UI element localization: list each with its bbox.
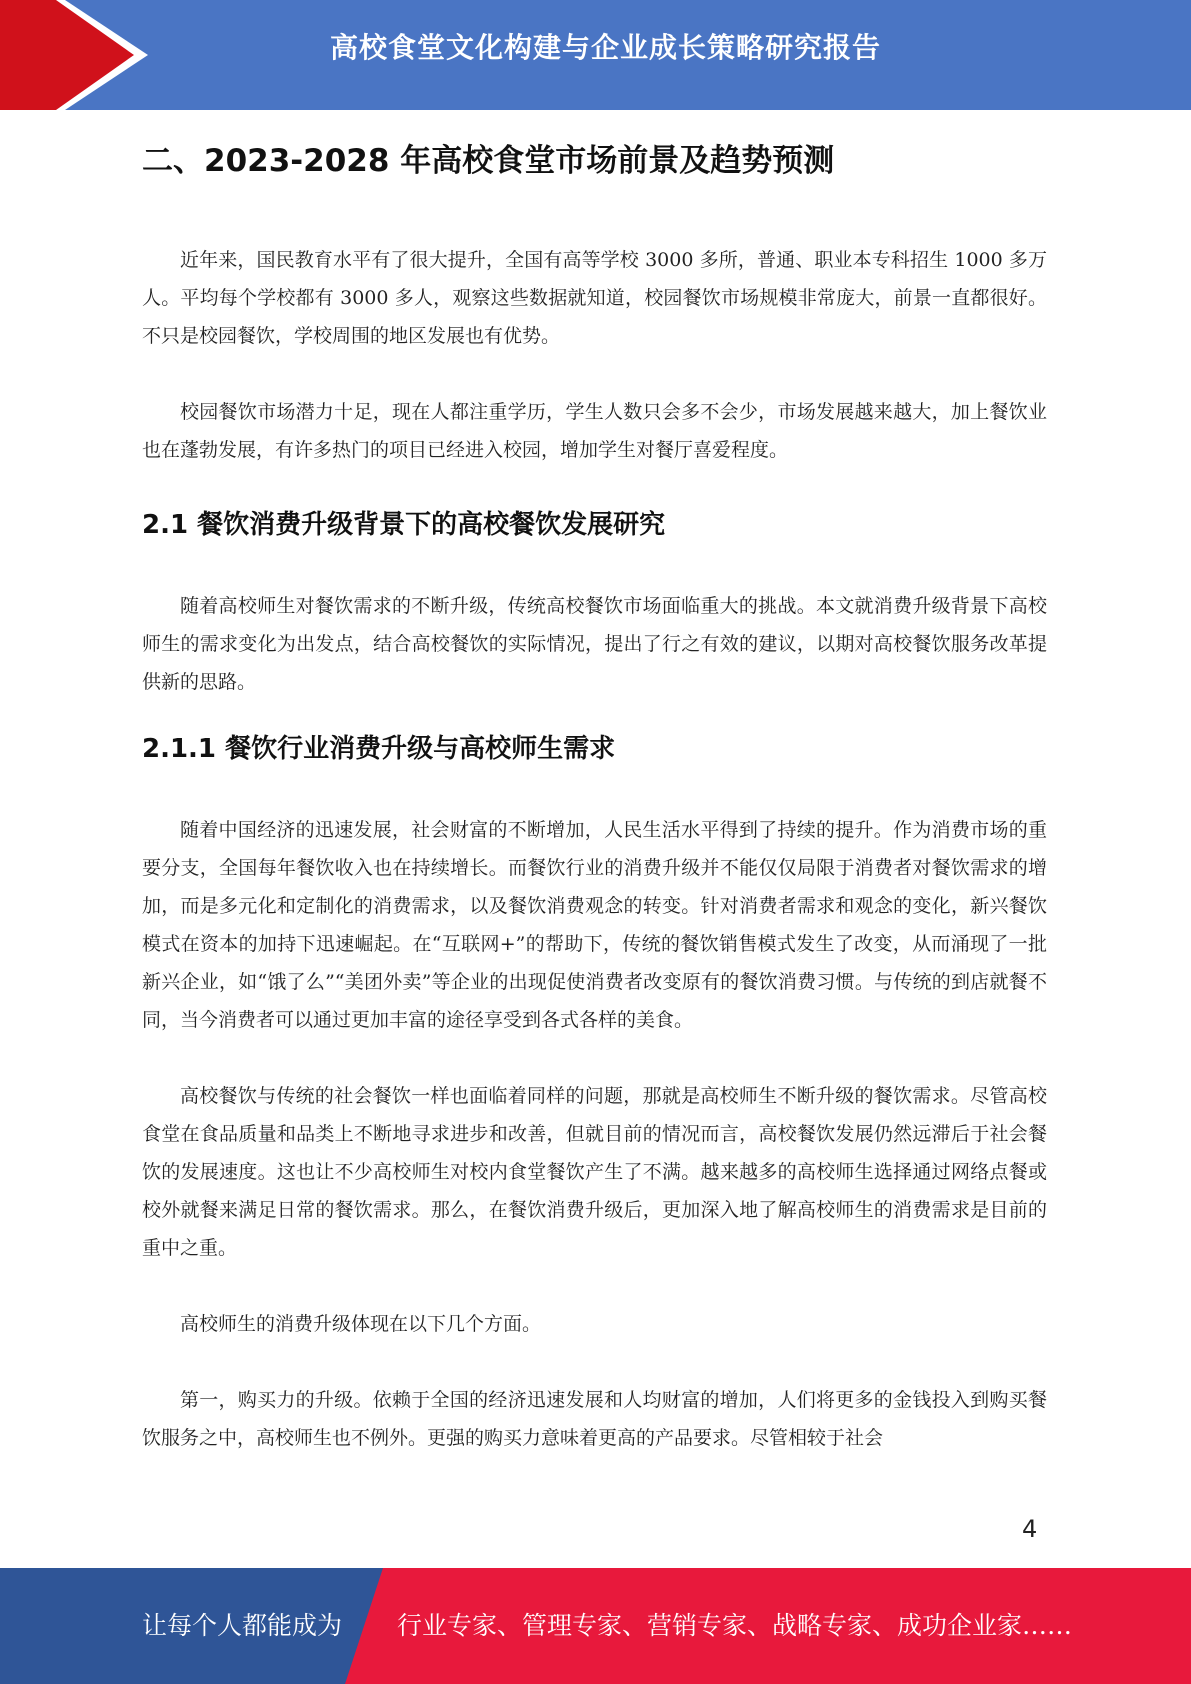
page-header bbox=[0, 0, 1191, 110]
footer-slogan-left: 让每个人都能成为 bbox=[142, 1611, 343, 1640]
page-footer bbox=[0, 1568, 1191, 1684]
page-number: 4 bbox=[1022, 1515, 1038, 1543]
report-title: 高校食堂文化构建与企业成长策略研究报告 bbox=[330, 31, 882, 64]
paragraph: 校园餐饮市场潜力十足，现在人都注重学历，学生人数只会多不会少，市场发展越来越大，加上餐饮业也在蓬勃发展，有许多热门的项目已经进入校园，增加学生对餐厅喜爱程度。 bbox=[142, 401, 1047, 461]
document-body bbox=[142, 135, 1047, 1457]
footer-slogan-right: 行业专家、管理专家、营销专家、战略专家、成功企业家…… bbox=[397, 1611, 1073, 1640]
paragraph: 随着高校师生对餐饮需求的不断升级，传统高校餐饮市场面临重大的挑战。本文就消费升级背景下高校师生的需求变化为出发点，结合高校餐饮的实际情况，提出了行之有效的建议，以期对高校餐饮服务改革提供新的思路。 bbox=[142, 595, 1047, 693]
paragraph: 高校师生的消费升级体现在以下几个方面。 bbox=[180, 1313, 542, 1335]
red-chevron-decoration bbox=[0, 0, 160, 110]
paragraph: 高校餐饮与传统的社会餐饮一样也面临着同样的问题，那就是高校师生不断升级的餐饮需求。尽管高校食堂在食品质量和品类上不断地寻求进步和改善，但就目前的情况而言，高校餐饮发展仍然远滞后于社会餐饮的发展速度。这也让不少高校师生对校内食堂餐饮产生了不满。越来越多的高校师生选择通过网络点餐或校外就餐来满足日常的餐饮需求。那么，在餐饮消费升级后，更加深入地了解高校师生的消费需求是目前的重中之重。 bbox=[142, 1085, 1047, 1259]
subsection-title: 2.1.1 餐饮行业消费升级与高校师生需求 bbox=[142, 734, 616, 764]
paragraph: 第一，购买力的升级。依赖于全国的经济迅速发展和人均财富的增加，人们将更多的金钱投入到购买餐饮服务之中，高校师生也不例外。更强的购买力意味着更高的产品要求。尽管相较于社会 bbox=[142, 1389, 1047, 1449]
chevron-red-fill bbox=[0, 0, 134, 110]
section-title: 二、2023-2028 年高校食堂市场前景及趋势预测 bbox=[142, 143, 835, 179]
paragraph: 近年来，国民教育水平有了很大提升，全国有高等学校 3000 多所，普通、职业本专科招生 1000 多万人。平均每个学校都有 3000 多人，观察这些数据就知道，校园餐饮市场规模非常庞大，前景一直都很好。不只是校园餐饮，学校周围的地区发展也有优势。 bbox=[142, 249, 1047, 347]
paragraph: 随着中国经济的迅速发展，社会财富的不断增加，人民生活水平得到了持续的提升。作为消费市场的重要分支，全国每年餐饮收入也在持续增长。而餐饮行业的消费升级并不能仅仅局限于消费者对餐饮需求的增加，而是多元化和定制化的消费需求，以及餐饮消费观念的转变。针对消费者需求和观念的变化，新兴餐饮模式在资本的加持下迅速崛起。在“互联网+”的帮助下，传统的餐饮销售模式发生了改变，从而涌现了一批新兴企业，如“饿了么”“美团外卖”等企业的出现促使消费者改变原有的餐饮消费习惯。与传统的到店就餐不同，当今消费者可以通过更加丰富的途径享受到各式各样的美食。 bbox=[142, 819, 1047, 1031]
subsection-title: 2.1 餐饮消费升级背景下的高校餐饮发展研究 bbox=[142, 510, 666, 540]
